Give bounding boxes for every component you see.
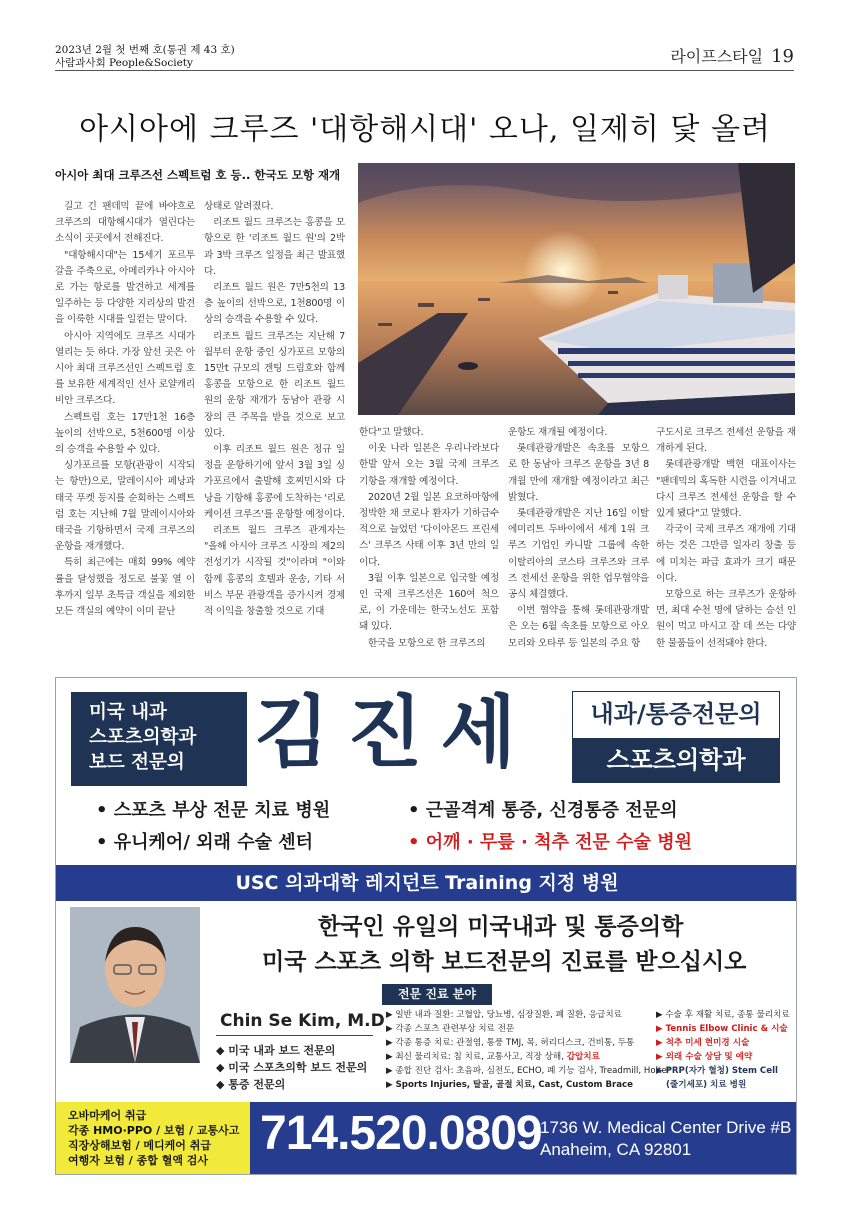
page-number: 19 <box>771 46 794 67</box>
clinic-advertisement <box>55 677 797 1175</box>
specialty-line: 미국 내과 <box>89 702 167 723</box>
services-list-right <box>656 1008 790 1092</box>
service-bullet: • 근골격계 통증, 신경통증 전문의 <box>408 800 678 821</box>
service-item: ▶ 수술 후 재활 치료, 종통 물리치료 <box>656 1010 790 1020</box>
paragraph: 아시아 지역에도 크루즈 시대가 열리는 듯 하다. 가장 앞선 곳은 아시아 최대 크루즈선인 스펙트럼 호를 보유한 세계적인 선사 로얄캐리비안 크루즈다. <box>55 330 195 407</box>
service-item: ▶ 척추 미세 현미경 시술 <box>656 1038 750 1048</box>
service-bullet: • 어깨 · 무릎 · 척추 전문 수술 병원 <box>408 832 692 853</box>
paragraph: 리조트 월드 크루즈는 홍콩을 모항으로 한 '리조트 월드 원'의 2박과 3박 크루즈 일정을 최근 발표했다. <box>204 217 345 277</box>
paragraph: 롯데관광개발은 지난 16일 이탈에미리트 두바이에서 세계 1위 크루즈 기업인 카니발 그룹에 속한 이탈리아의 코스타 크루즈와 크루즈 전세선 운항을 위한 업무협약을 공식 체결했다. <box>508 508 649 601</box>
residency-banner: USC 의과대학 레지던트 Training 지정 병원 <box>56 865 797 901</box>
paragraph: 스펙트럼 호는 17만1천 16층 높이의 선박으로, 5천600명 이상의 승객을 수용할 수 있다. <box>55 411 195 456</box>
paragraph: 2020년 2월 일본 요코하마항에 정박한 채 코로나 환자가 기하급수적으로 늘었던 '다이아몬드 프린세스' 크루즈 사태 이후 3년 만의 일이다. <box>359 491 499 568</box>
service-item: ▶ 외래 수술 상담 및 예약 <box>656 1052 753 1062</box>
paragraph: 운항도 재개될 예정이다. <box>508 427 608 438</box>
service-item: ▶ 종합 진단 검사: 초음파, 심전도, ECHO, 폐 기능 검사, Treadmill, Holter <box>386 1066 671 1076</box>
article-column-5 <box>656 425 796 652</box>
credential: ◆ 통증 전문의 <box>216 1078 286 1091</box>
paragraph: 싱가포르를 모항(관광이 시작되는 항만)으로, 말레이시아 페낭과 태국 푸켓 등지를 순회하는 스펙트럼 호는 지난해 7월 말레이시아와 태국을 기항하면서 국제 크루즈의 운항을 재개했다. <box>55 460 195 553</box>
paragraph: 리조트 월드 크루즈는 지난해 7월부터 운항 중인 싱가포르 모항의 15만t 규모의 겐팅 드림호와 함께 홍콩을 모항으로 한 리조트 월드 원의 운항 재개가 동남아 관광 시장의 큰 주목을 받을 것으로 보고 있다. <box>204 330 345 439</box>
credential: ◆ 미국 내과 보드 전문의 <box>216 1044 336 1057</box>
service-item: ▶ 각종 스포츠 관련부상 치료 전문 <box>386 1024 515 1034</box>
paragraph: 특히 최근에는 매회 99% 예약률을 달성했을 정도로 불꽃 열 이후까지 일부 초특급 객실을 제외한 모든 객실의 예약이 이미 끝난 <box>55 557 195 618</box>
highlight-text: 갑압치료 <box>566 1052 600 1062</box>
service-item: ▶ 일반 내과 질환: 고혈압, 당뇨병, 심장질환, 폐 질환, 응급치료 <box>386 1010 622 1020</box>
service-item: ▶ PRP(자가 혈청) Stem Cell <box>656 1066 778 1076</box>
paragraph: 롯데관광개발은 속초를 모항으로 한 동남아 크루즈 운항을 3년 8개월 만에 재개할 예정이라고 최근 밝혔다. <box>508 443 649 503</box>
specialty-title-1: 내과/통증전문의 <box>573 692 779 738</box>
service-bullet: • 유니케어/ 외래 수술 센터 <box>96 832 314 853</box>
service-item: ▶ Sports Injuries, 탈골, 골절 치료, Cast, Custom Brace <box>386 1080 633 1090</box>
paragraph: 이웃 나라 일본은 우리나라보다 한발 앞서 오는 3월 국제 크루즈 기항을 재개할 예정이다. <box>359 443 499 487</box>
article-headline: 아시아에 크루즈 '대항해시대' 오나, 일제히 닻 올려 <box>79 112 771 147</box>
insurance-line: 오바마케어 취급 <box>68 1109 147 1122</box>
paragraph: 리조트 월드 크루즈 관계자는 "올해 아시아 크루즈 시장의 제2의 전성기가 시작될 것"이라며 "이와 함께 홍콩의 호텔과 운송, 기타 서비스 부문 관광객을 증가시켜 경제적 이익을 창출할 것으로 기대 <box>204 525 345 618</box>
tagline-1: 한국인 유일의 미국내과 및 통증의학 <box>318 914 684 940</box>
specialty-title-box <box>572 691 780 783</box>
paragraph: 3월 이후 일본으로 입국할 예정인 국제 크루즈선은 160여 척으로, 이 가운데는 한국노선도 포함돼 있다. <box>359 572 499 633</box>
paragraph: 이후 리조트 월드 원은 정규 일정을 운항하기에 앞서 3월 3일 싱가포르에서 출발해 호찌민시와 다낭을 기항해 홍콩에 도착하는 '리로케이션 크루즈'를 운항할 예정이다. <box>204 444 345 520</box>
doctor-portrait <box>70 907 200 1063</box>
paragraph: 리조트 월드 원은 7만5천의 13층 높이의 선박으로, 1천800명 이상의 승객을 수용할 수 있다. <box>204 282 345 326</box>
paragraph: "대항해시대"는 15세기 포르투갈을 주축으로, 아메리카나 아시아로 가는 항로를 발견하고 세계를 일주하는 등 다양한 지리상의 발견을 이룩한 시대를 일컫는 말이다. <box>55 249 195 326</box>
issue-info <box>55 44 235 70</box>
address-line: Anaheim, CA 92801 <box>540 1140 692 1159</box>
phone-number: 714.520.0809 <box>260 1107 542 1160</box>
insurance-line: 각종 HMO·PPO / 보험 / 교통사고 <box>68 1124 240 1137</box>
specialty-title-2: 스포츠의학과 <box>573 738 779 782</box>
insurance-box <box>56 1102 250 1175</box>
article-subhead: 아시아 최대 크루즈선 스펙트럼 호 등.. 한국도 모항 재개 <box>55 168 341 182</box>
specialty-line: 스포츠의학과 <box>89 727 197 748</box>
name-divider <box>216 1035 373 1036</box>
paragraph: 상태로 알려졌다. <box>204 201 274 212</box>
services-title: 전문 진료 분야 <box>382 984 492 1005</box>
service-item: ▶ 최신 물리치료: 침 치료, 교통사고, 직장 상해, 갑압치료 <box>386 1052 600 1062</box>
article-column-1 <box>55 199 195 620</box>
tagline-2: 미국 스포츠 의학 보드전문의 진료를 받으십시오 <box>262 949 747 975</box>
header-rule <box>55 70 794 71</box>
paper-name: 사람과사회 People&Society <box>55 57 193 69</box>
services-list-left <box>386 1008 670 1092</box>
paragraph: 각국이 국제 크루즈 재개에 기대하는 것은 그만큼 일자리 창출 등에 미치는 파급 효과가 크기 때문이다. <box>656 524 796 584</box>
insurance-line: 여행자 보험 / 종합 혈액 검사 <box>68 1154 209 1167</box>
article-column-3 <box>359 425 499 652</box>
paragraph: 길고 긴 팬데믹 끝에 바야흐로 크루즈의 대항해시대가 열린다는 소식이 곳곳에서 전해진다. <box>55 201 195 245</box>
cruise-ship-photo <box>358 163 795 415</box>
paragraph: 한다"고 말했다. <box>359 427 424 438</box>
contact-bar <box>250 1102 797 1175</box>
insurance-line: 직장상해보험 / 메디케어 취급 <box>68 1139 212 1152</box>
paragraph: 모항으로 하는 크루즈가 운항하면, 최대 수천 명에 달하는 승선 인원이 먹고 마시고 잘 데 쓰는 다양한 물품들이 선적돼야 한다. <box>656 589 796 649</box>
service-item: ▶ Tennis Elbow Clinic & 시술 <box>656 1024 788 1034</box>
doctor-korean-name: 김진세 <box>254 688 535 778</box>
section-name: 라이프스타일 <box>670 47 764 66</box>
service-item: (줄기세포) 치료 병원 <box>666 1080 747 1090</box>
section-header <box>670 44 794 67</box>
article-column-2 <box>204 199 345 620</box>
credential: ◆ 미국 스포츠의학 보드 전문의 <box>216 1061 368 1074</box>
service-item: ▶ 각종 통증 치료: 관절염, 통풍 TMJ, 목, 허리디스크, 건비통, 두통 <box>386 1038 635 1048</box>
paragraph: 롯데관광개발 백현 대표이사는 "팬데믹의 혹독한 시련을 이겨내고 다시 크루즈 전세선 운항을 할 수 있게 됐다"고 말했다. <box>656 459 796 520</box>
issue-line: 2023년 2월 첫 번째 호(통권 제 43 호) <box>55 44 235 56</box>
article-column-4 <box>508 425 649 652</box>
doctor-name: Chin Se Kim, M.D <box>220 1011 385 1031</box>
paragraph: 한국을 모항으로 한 크루즈의 <box>368 637 486 649</box>
specialty-line: 보드 전문의 <box>89 752 185 773</box>
paragraph: 이번 협약을 통해 롯데관광개발은 오는 6월 속초를 모항으로 아오모리와 오타루 등 일본의 주요 항 <box>508 605 649 649</box>
service-bullet: • 스포츠 부상 전문 치료 병원 <box>96 800 331 821</box>
specialty-box <box>71 692 247 786</box>
address-line: 1736 W. Medical Center Drive #B <box>540 1118 792 1137</box>
paragraph: 구도시로 크루즈 전세선 운항을 재개하게 된다. <box>656 427 796 455</box>
address <box>540 1117 791 1161</box>
